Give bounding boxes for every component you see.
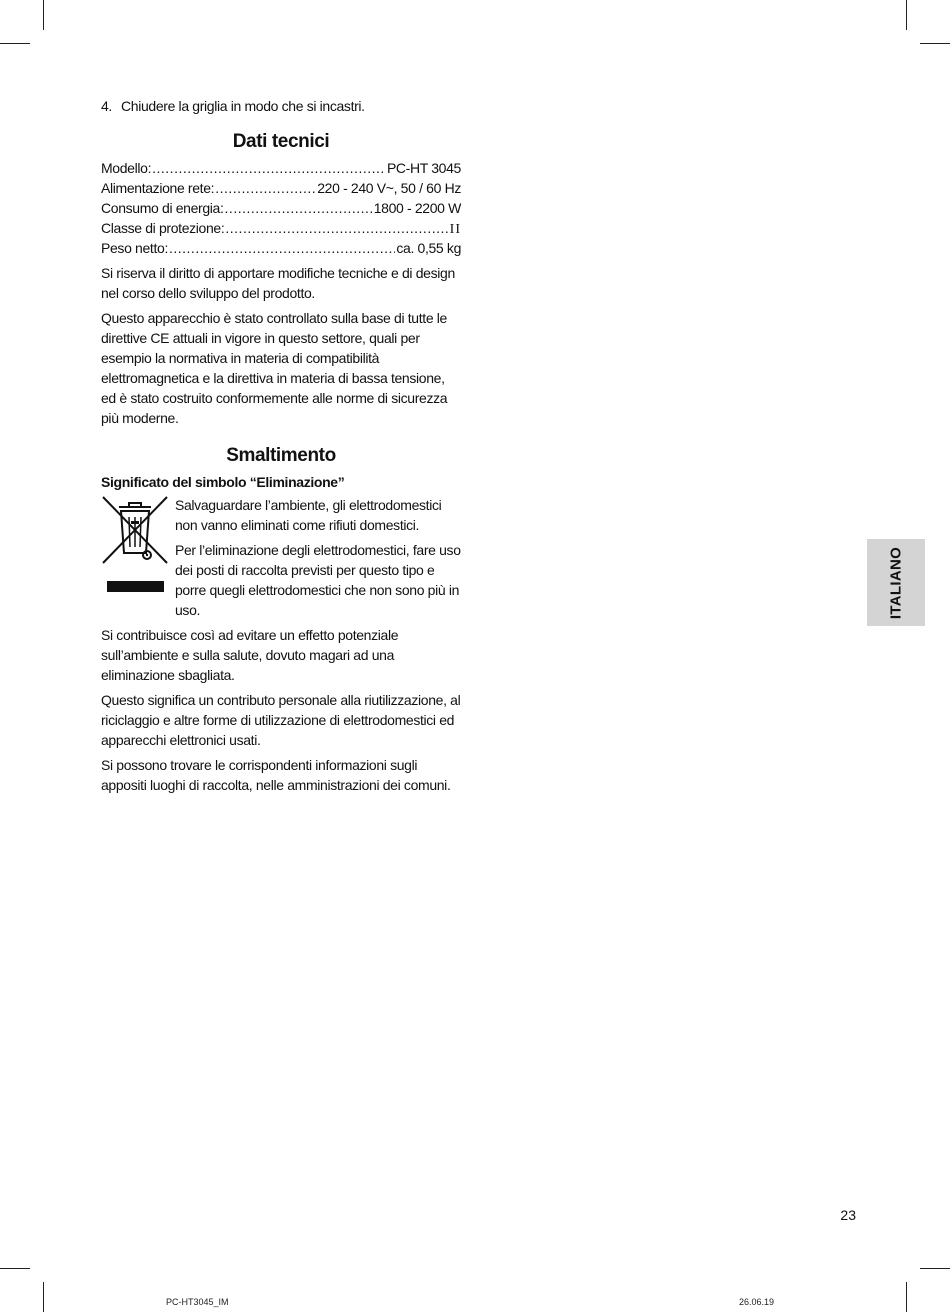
environmental-effect-paragraph: Si contribuisce così ad evitare un effetto potenziale sull’ambiente e sulla salute, dovuto magari ad una eliminazione sbagliata. (101, 627, 399, 683)
spec-value: PC-HT 3045 (386, 160, 461, 176)
spec-label: Consumo di energia: (101, 200, 224, 216)
recycling-contribution-paragraph: Questo significa un contributo personale alla riutilizzazione, al riciclaggio e altre forme di utilizzazione di elettrodomestici ed apparecchi elettronici usati. (101, 692, 461, 748)
spec-list (101, 158, 461, 258)
crop-mark (920, 1268, 950, 1269)
tech-data-heading: Dati tecnici (232, 131, 330, 152)
spec-value: ca. 0,55 kg (396, 240, 461, 256)
spec-row-net-weight (101, 238, 461, 258)
crop-mark (0, 1268, 30, 1269)
content-column (101, 96, 461, 795)
spec-label: Classe di protezione: (101, 220, 225, 236)
spec-label: Peso netto: (101, 240, 168, 256)
crossed-out-wheelie-bin-icon (101, 495, 175, 605)
spec-label: Modello: (101, 160, 152, 176)
crop-mark (920, 43, 950, 44)
page-number: 23 (840, 1207, 856, 1223)
spec-row-model (101, 158, 461, 178)
spec-row-protection-class (101, 218, 461, 238)
language-tab (867, 539, 925, 626)
footer-document-code: PC-HT3045_IM (166, 1297, 229, 1307)
spec-value: 220 - 240 V~, 50 / 60 Hz (317, 180, 461, 196)
municipal-info-paragraph: Si possono trovare le corrispondenti informazioni sugli appositi luoghi di raccolta, nelle amministrazioni dei comuni. (101, 757, 451, 793)
crop-mark (906, 0, 907, 30)
step-text: Chiudere la griglia in modo che si incastri. (121, 98, 365, 114)
disposal-symbol-block (101, 495, 461, 620)
crop-mark (43, 0, 44, 30)
footer-date: 26.06.19 (739, 1297, 775, 1307)
crop-mark (0, 43, 30, 44)
collection-points-notice: Per l’eliminazione degli elettrodomestici, fare uso dei posti di raccolta previsti per questo tipo e porre quegli elettrodomestici che non sono più in uso. (175, 542, 461, 618)
step-number: 4. (101, 98, 112, 114)
spec-row-power-supply (101, 178, 461, 198)
environment-notice: Salvaguardare l’ambiente, gli elettrodomestici non vanno eliminati come rifiuti domestici. (175, 497, 442, 533)
disposal-subheading: Significato del simbolo “Eliminazione” (101, 474, 345, 490)
language-tab-label: ITALIANO (887, 546, 905, 619)
step-item (101, 96, 461, 116)
crop-mark (906, 1282, 907, 1312)
crop-mark (43, 1282, 44, 1312)
spec-label: Alimentazione rete: (101, 180, 215, 196)
ce-compliance-paragraph: Questo apparecchio è stato controllato sulla base di tutte le direttive CE attuali in vigore in questo settore, quali per esempio la normativa in materia di compatibilità elettromagnetica e la direttiva in materia di bassa tensione, ed è stato costruito conformemente alle norme di sicurezza più moderne. (101, 310, 448, 426)
spec-row-consumption (101, 198, 461, 218)
design-changes-paragraph: Si riserva il diritto di apportare modifiche tecniche e di design nel corso dello sviluppo del prodotto. (101, 265, 455, 301)
disposal-symbol-text (175, 495, 461, 620)
spec-value: 1800 - 2200 W (373, 200, 461, 216)
disposal-heading: Smaltimento (226, 445, 336, 466)
spec-value: II (449, 222, 461, 237)
